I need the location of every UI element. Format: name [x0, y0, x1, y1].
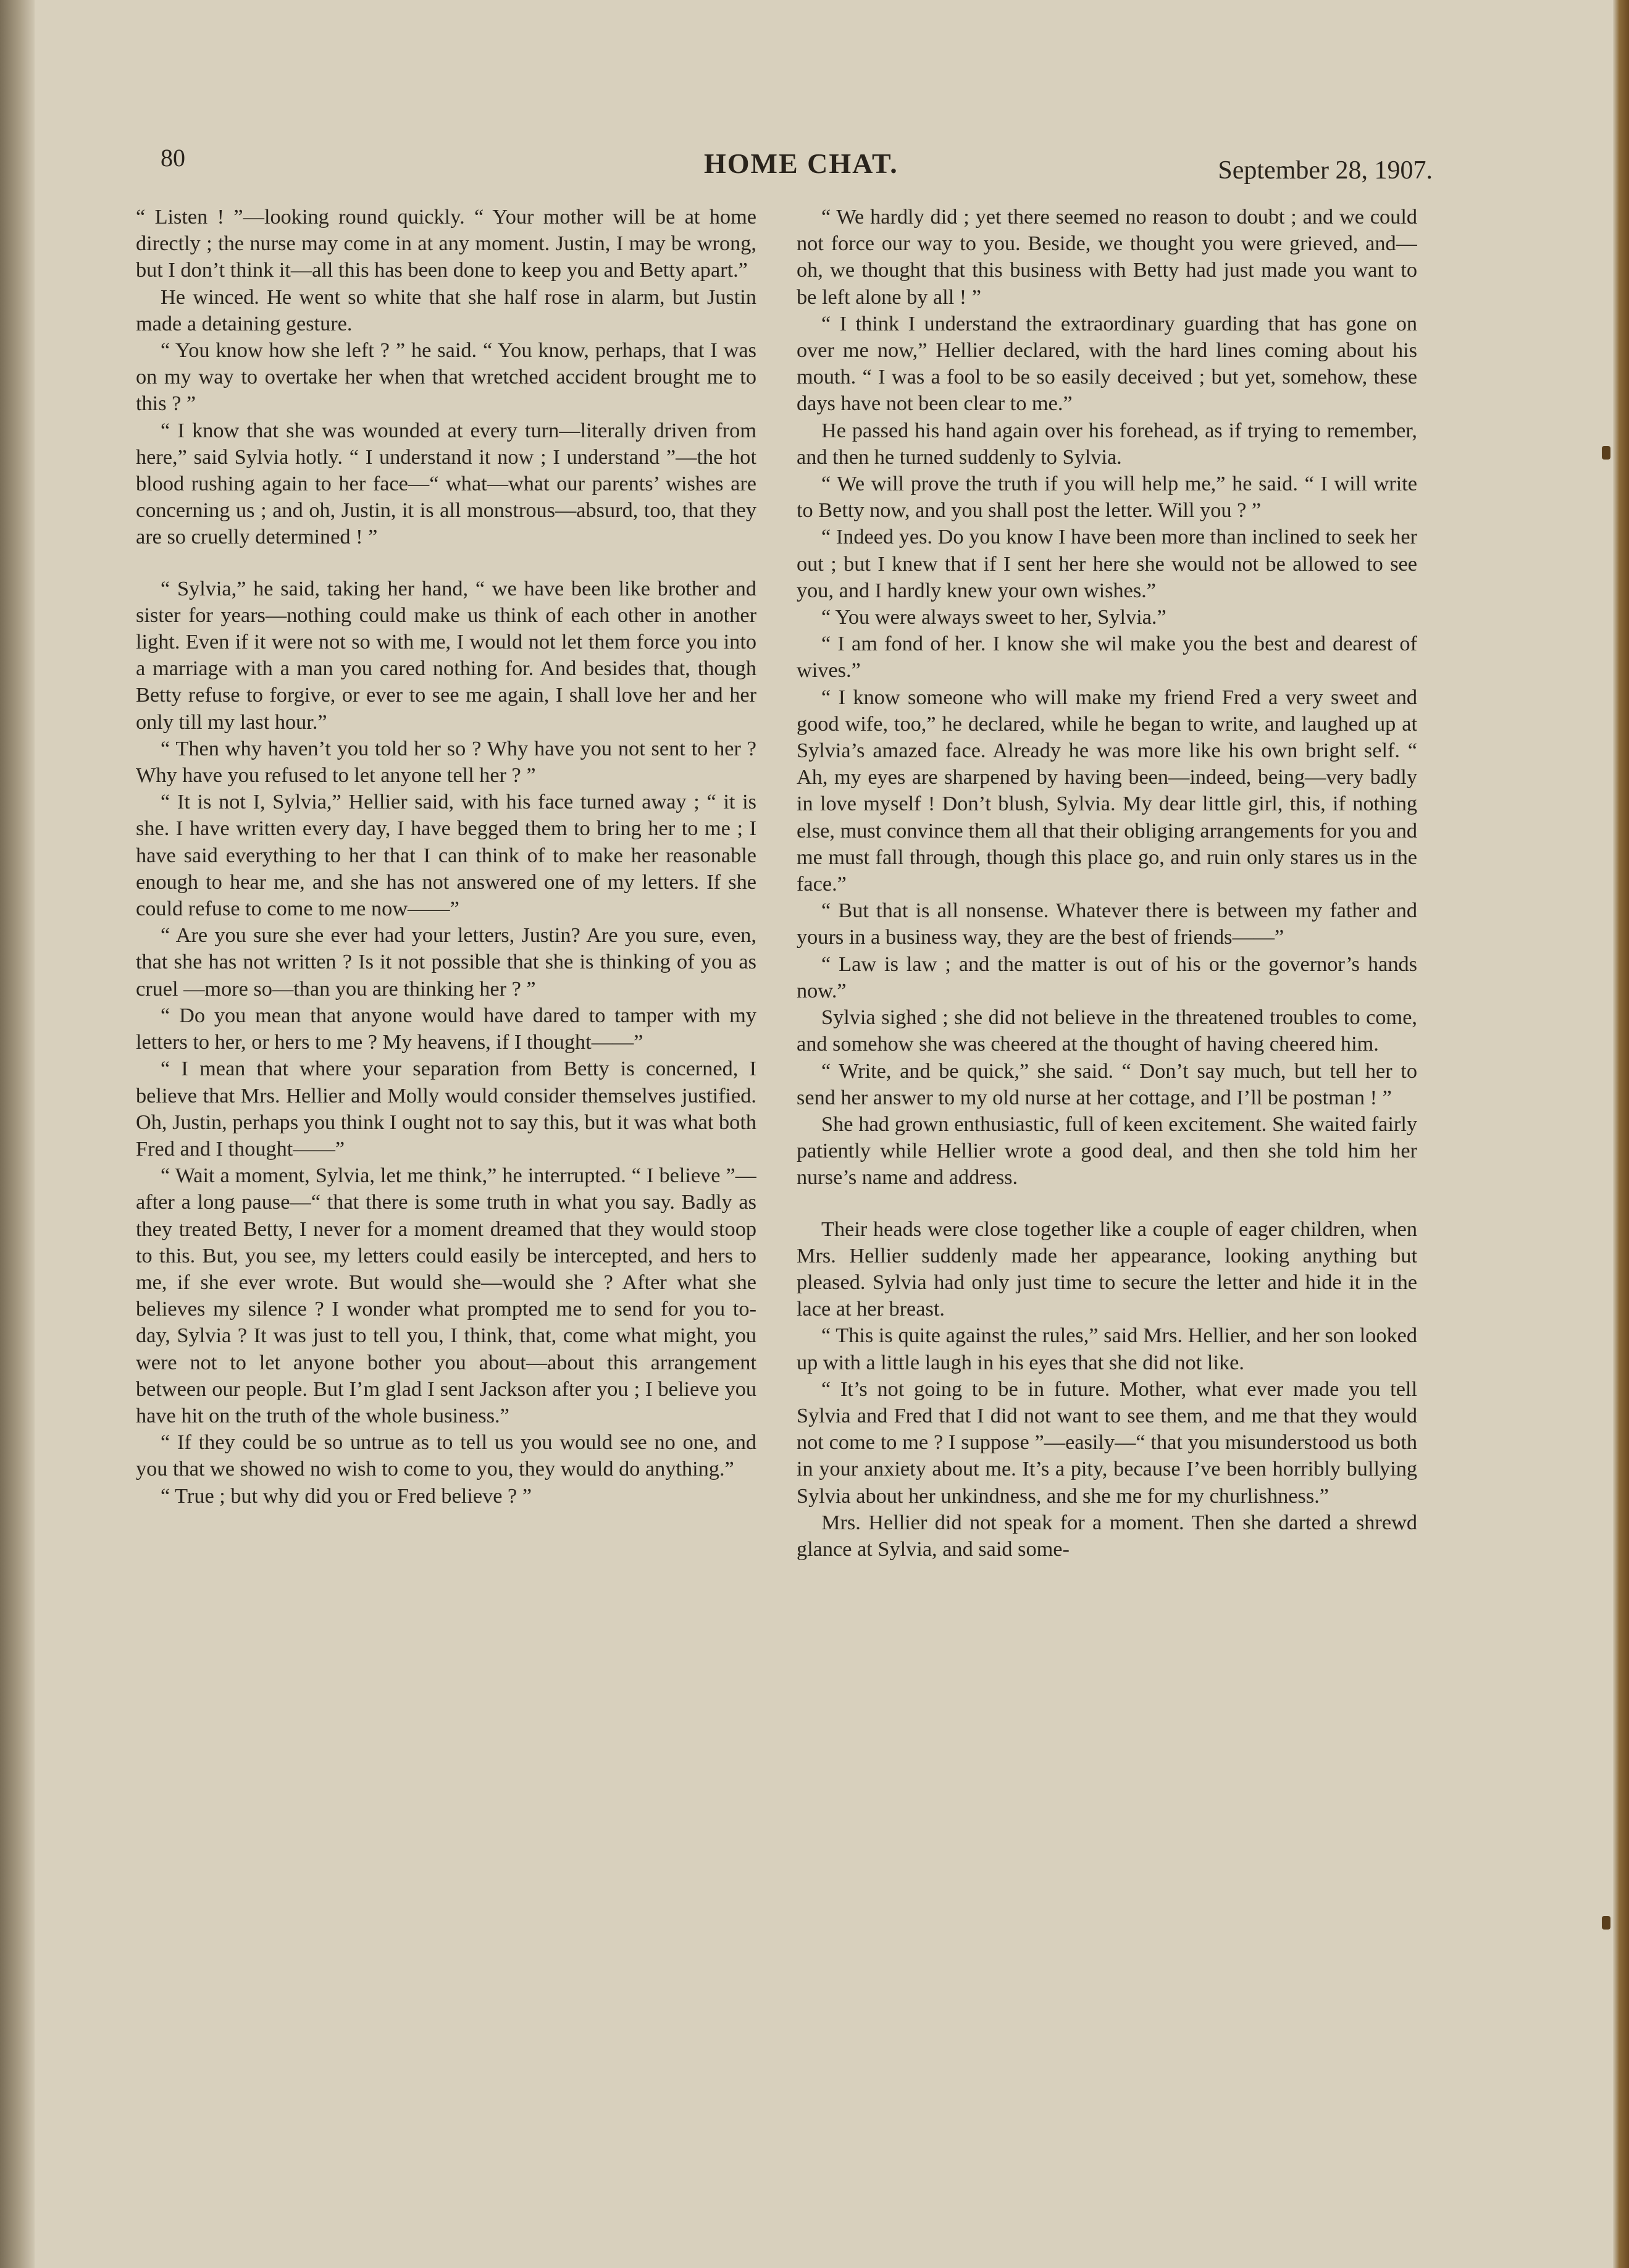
scan-right-edge — [1613, 0, 1629, 2268]
paragraph: She had grown enthusiastic, full of keen excitement. She waited fairly patiently while Hellier wrote a good deal, and then she told him her nurse’s name and address. — [797, 1112, 1417, 1190]
paragraph: “ You know how she left ? ” he said. “ You know, perhaps, that I was on my way to overtake her when that wretched accident brought me to this ? ” — [136, 338, 756, 416]
paragraph: “ We will prove the truth if you will help me,” he said. “ I will write to Betty now, and you shall post the letter. Will you ? ” — [797, 472, 1417, 523]
paragraph: “ You were always sweet to her, Sylvia.” — [821, 605, 1166, 629]
paragraph: “ Listen ! ”—looking round quickly. “ Your mother will be at home directly ; the nurse may come in at any moment. Justin, I may be wrong, but I don’t think it—all this has been done to keep you and Betty apart.” — [136, 205, 756, 282]
paragraph: “ Are you sure she ever had your letters, Justin? Are you sure, even, that she has not written ? Is it not possible that she is thinking of you as cruel —more so—than you are thinking her ? ” — [136, 923, 756, 1001]
paragraph: Mrs. Hellier did not speak for a moment. Then she darted a shrewd glance at Sylvia, and said some- — [797, 1510, 1417, 1561]
scan-left-edge — [0, 0, 35, 2268]
paragraph: “ But that is all nonsense. Whatever there is between my father and yours in a business way, they are the best of friends——” — [797, 899, 1417, 949]
paragraph: “ Write, and be quick,” she said. “ Don’t say much, but tell her to send her answer to my old nurse at her cottage, and I’ll be postman ! ” — [797, 1059, 1417, 1109]
right-column — [797, 204, 1417, 2057]
paragraph: “ I am fond of her. I know she wil make you the best and dearest of wives.” — [797, 632, 1417, 682]
binding-mark — [1602, 446, 1610, 460]
paragraph: “ It’s not going to be in future. Mother, what ever made you tell Sylvia and Fred that I did not want to see them, and me that they would not come to me ? I suppose ”—easily—“ that you misunderstood us both in your anxiety about me. It’s a pity, because I’ve been horribly bullying Sylvia about her unkindness, and she me for my churlishness.” — [797, 1377, 1417, 1508]
paragraph: “ It is not I, Sylvia,” Hellier said, with his face turned away ; “ it is she. I have written every day, I have begged them to bring her to me ; I have said everything to her that I can think of to make her reasonable enough to hear me, and she has not answered one of my letters. If she could refuse to come to me now——” — [136, 790, 756, 921]
issue-date: September 28, 1907. — [1218, 156, 1433, 185]
publication-title: HOME CHAT. — [704, 148, 898, 179]
section-gap — [136, 551, 756, 576]
paragraph: “ Law is law ; and the matter is out of his or the governor’s hands now.” — [797, 952, 1417, 1002]
paragraph: “ I mean that where your separation from Betty is concerned, I believe that Mrs. Hellier and Molly would consider themselves justified. Oh, Justin, perhaps you think I ought not to say this, but it was what both Fred and I thought——” — [136, 1057, 756, 1161]
page-number: 80 — [161, 144, 185, 172]
paragraph: “ I know someone who will make my friend Fred a very sweet and good wife, too,” he declared, while he began to write, and laughed up at Sylvia’s amazed face. Already he was more like his own bright self. “ Ah, my eyes are sharpened by having been—indeed, being—very badly in love myself ! Don’t blush, Sylvia. My dear little girl, this, if nothing else, must convince them all that their obliging arrangements for you and me must fall through, though this place go, and ruin only stares us in the face.” — [797, 685, 1417, 896]
section-gap — [797, 1191, 1417, 1216]
paragraph: Their heads were close together like a couple of eager children, when Mrs. Hellier suddenly made her appearance, looking anything but pleased. Sylvia had only just time to secure the letter and hide it in the lace at her breast. — [797, 1217, 1417, 1321]
paragraph: “ True ; but why did you or Fred believe ? ” — [161, 1484, 532, 1508]
binding-mark — [1602, 1916, 1610, 1930]
paragraph: “ If they could be so untrue as to tell us you would see no one, and you that we showed no wish to come to you, they would do anything.” — [136, 1430, 756, 1481]
paragraph: “ I know that she was wounded at every turn—literally driven from here,” said Sylvia hotly. “ I understand it now ; I understand ”—the hot blood rushing again to her face—“ what—what our parents’ wishes are concerning us ; and oh, Justin, it is all monstrous—absurd, too, that they are so cruelly determined ! ” — [136, 418, 756, 549]
paragraph: “ Indeed yes. Do you know I have been more than inclined to seek her out ; but I knew that if I sent her here she would not be allowed to see you, and I hardly knew your own wishes.” — [797, 525, 1417, 602]
paragraph: “ Wait a moment, Sylvia, let me think,” he interrupted. “ I believe ”—after a long pause—“ that there is some truth in what you say. Badly as they treated Betty, I never for a moment dreamed that they would stoop to this. But, you see, my letters could easily be intercepted, and hers to me, if she ever wrote. But would she—would she ? After what she believes my silence ? I wonder what prompted me to send for you to-day, Sylvia ? It was just to tell you, I think, that, come what might, you were not to let anyone bother you about—about this arrangement between our people. But I’m glad I sent Jackson after you ; I believe you have hit on the truth of the whole business.” — [136, 1164, 756, 1427]
paragraph: Sylvia sighed ; she did not believe in the threatened troubles to come, and somehow she was cheered at the thought of having cheered him. — [797, 1006, 1417, 1056]
page-header — [161, 143, 1433, 187]
paragraph: “ We hardly did ; yet there seemed no reason to doubt ; and we could not force our way to you. Beside, we thought you were grieved, and—oh, we thought that this business with Betty had just made you want to be left alone by all ! ” — [797, 205, 1417, 309]
paragraph: “ Do you mean that anyone would have dared to tamper with my letters to her, or hers to me ? My heavens, if I thought——” — [136, 1003, 756, 1054]
paragraph: “ This is quite against the rules,” said Mrs. Hellier, and her son looked up with a little laugh in his eyes that she did not like. — [797, 1324, 1417, 1374]
paragraph: “ I think I understand the extraordinary guarding that has gone on over me now,” Hellier declared, with the hard lines coming about his mouth. “ I was a fool to be so easily deceived ; but yet, somehow, these days have not been clear to me.” — [797, 311, 1417, 416]
paragraph: “ Sylvia,” he said, taking her hand, “ we have been like brother and sister for years—nothing could make us think of each other in another light. Even if it were not so with me, I would not let them force you into a marriage with a man you cared nothing for. And besides that, though Betty refuse to forgive, or ever to see me again, I shall love her and her only till my last hour.” — [136, 576, 756, 734]
paragraph: “ Then why haven’t you told her so ? Why have you not sent to her ? Why have you refused to let anyone tell her ? ” — [136, 736, 756, 788]
paragraph: He winced. He went so white that she half rose in alarm, but Justin made a detaining gesture. — [136, 285, 756, 335]
paragraph: He passed his hand again over his forehead, as if trying to remember, and then he turned suddenly to Sylvia. — [797, 418, 1417, 469]
left-column — [136, 204, 756, 2057]
